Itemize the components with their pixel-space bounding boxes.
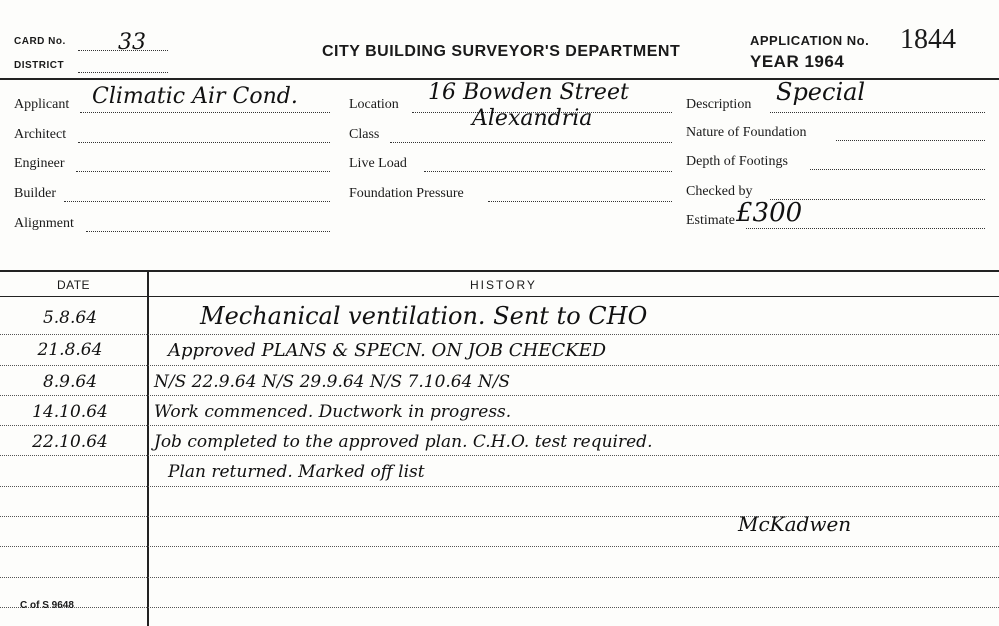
card-no-value: 33: [118, 30, 146, 55]
estimate-line: [746, 228, 985, 229]
history-header: HISTORY: [470, 278, 537, 292]
class-label: Class: [349, 127, 380, 142]
history-text: Approved PLANS & SPECN. ON JOB CHECKED: [168, 340, 607, 361]
estimate-label: Estimate: [686, 213, 735, 228]
foundation-pressure-label: Foundation Pressure: [349, 186, 464, 201]
engineer-line: [76, 171, 330, 172]
location-label: Location: [349, 97, 399, 112]
checked-by-line: [770, 199, 985, 200]
history-date: 5.8.64: [42, 308, 98, 328]
estimate-value: £300: [736, 198, 803, 228]
nature-of-foundation-line: [836, 140, 985, 141]
date-header: DATE: [56, 278, 91, 292]
alignment-label: Alignment: [14, 216, 74, 231]
location-value-2: Alexandria: [472, 106, 593, 131]
history-date: 8.9.64: [42, 372, 98, 392]
signature: McKadwen: [738, 512, 852, 536]
applicant-value: Climatic Air Cond.: [92, 84, 298, 109]
applicant-label: Applicant: [14, 97, 70, 112]
application-label: APPLICATION No.: [750, 33, 870, 48]
foundation-pressure-line: [488, 201, 672, 202]
history-row: [0, 336, 999, 366]
department-title: CITY BUILDING SURVEYOR'S DEPARTMENT: [322, 43, 681, 60]
live-load-label: Live Load: [349, 156, 407, 171]
applicant-line: [80, 112, 330, 113]
history-text: N/S 22.9.64 N/S 29.9.64 N/S 7.10.64 N/S: [154, 372, 511, 392]
district-label: DISTRICT: [14, 60, 65, 71]
architect-line: [78, 142, 330, 143]
card-no-label: CARD No.: [14, 36, 66, 47]
history-text: Mechanical ventilation. Sent to CHO: [200, 302, 648, 330]
alignment-line: [86, 231, 330, 232]
location-value: 16 Bowden Street: [428, 80, 629, 105]
form-code: C of S 9648: [20, 600, 74, 611]
district-line: [78, 72, 168, 73]
architect-label: Architect: [14, 127, 67, 142]
builder-label: Builder: [14, 186, 56, 201]
description-label: Description: [686, 97, 752, 112]
history-row: [0, 368, 999, 398]
history-header-rule: [0, 296, 999, 297]
description-value: Special: [776, 78, 866, 106]
description-line: [770, 112, 985, 113]
history-text: Job completed to the approved plan. C.H.O. test required.: [154, 432, 653, 452]
builder-line: [64, 201, 330, 202]
history-row: [0, 428, 999, 458]
checked-by-label: Checked by: [686, 184, 753, 199]
live-load-line: [424, 171, 672, 172]
depth-of-footings-label: Depth of Footings: [686, 154, 788, 169]
history-row: [0, 304, 999, 334]
history-date: 14.10.64: [32, 402, 108, 422]
engineer-label: Engineer: [14, 156, 65, 171]
history-date: 22.10.64: [32, 432, 108, 452]
depth-of-footings-line: [810, 169, 985, 170]
history-row: [0, 458, 999, 488]
history-row: [0, 398, 999, 428]
history-row-rule: [0, 546, 999, 547]
history-text: Work commenced. Ductwork in progress.: [154, 402, 512, 422]
history-text: Plan returned. Marked off list: [168, 462, 425, 482]
history-row-rule: [0, 334, 999, 335]
class-line: [390, 142, 672, 143]
history-row-rule: [0, 607, 999, 608]
year-label: YEAR 1964: [750, 52, 845, 71]
history-row-rule: [0, 577, 999, 578]
history-top-rule: [0, 270, 999, 272]
application-number: 1844: [900, 24, 956, 55]
nature-of-foundation-label: Nature of Foundation: [686, 125, 807, 140]
history-date: 21.8.64: [37, 340, 103, 360]
